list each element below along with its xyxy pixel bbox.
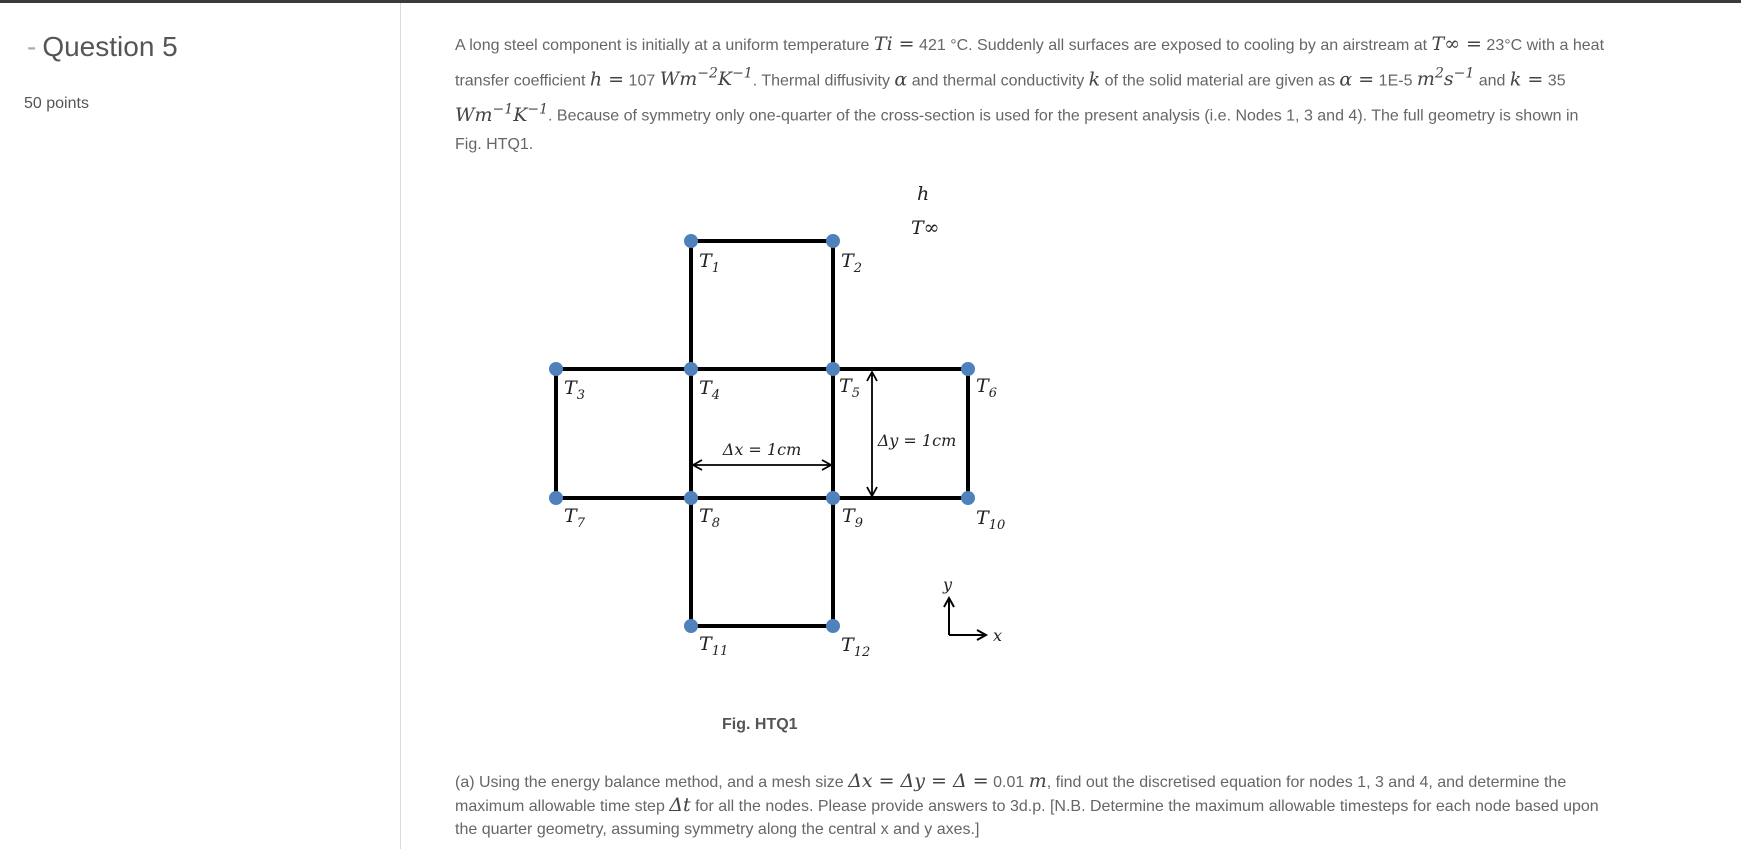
dy-label: Δy = 1cm (877, 431, 957, 450)
node-label-t1: $T_1$ (699, 250, 720, 276)
node-label-t11: $T_{11}$ (699, 633, 729, 659)
node-label-t10: $T_{10}$ (976, 507, 1006, 533)
part-a-question: (a) Using the energy balance method, and a mesh size Δx = Δy = Δ = 0.01 m, find out the discretised equation for nodes 1, 3 and 4, and determine the maximum allowable time step Δt for all the nodes. Please provide answers to 3d.p. [N.B. Determine the maximum allowable timesteps for each node based upon the quarter geometry, assuming symmetry along the central x and y axes.] (455, 770, 1599, 838)
question-sidebar (0, 3, 401, 849)
node-label-t6: $T_6$ (976, 375, 997, 401)
h-label: h (917, 183, 930, 205)
node-label-t7: $T_7$ (564, 505, 585, 531)
node-t10 (961, 491, 975, 505)
figure-htq1 (520, 170, 1040, 680)
node-t2 (826, 234, 840, 248)
node-t6 (961, 362, 975, 376)
problem-statement: A long steel component is initially at a uniform temperature Ti = 421 °C. Suddenly all surfaces are exposed to cooling by an airstream at T∞ = 23°C with a heat transfer coefficient h = 107 $Wm^{-2}K^{-1}$. Thermal diffusivity α and thermal conductivity k of the solid material are given as α = 1E-5 $m^2s^{-1}$ and k = 35 $Wm^{-1}K^{-1}$. Because of symmetry only one-quarter of the cross-section is used for the present analysis (i.e. Nodes 1, 3 and 4). The full geometry is shown in Fig. HTQ1. (455, 33, 1605, 153)
figure-caption: Fig. HTQ1 (722, 716, 798, 733)
node-t7 (549, 491, 563, 505)
node-label-t4: $T_4$ (699, 377, 720, 403)
node-t8 (684, 491, 698, 505)
question-title: Question 5 (42, 31, 178, 62)
dy-arrow (867, 372, 877, 496)
dx-label: Δx = 1cm (722, 440, 802, 459)
question-header (27, 31, 178, 63)
dx-arrow (693, 460, 831, 470)
node-label-t12: $T_{12}$ (841, 634, 871, 660)
node-label-t8: $T_8$ (699, 505, 720, 531)
collapse-dash-icon[interactable]: - (27, 31, 37, 62)
question-points: 50 points (24, 95, 89, 112)
node-t4 (684, 362, 698, 376)
node-label-t2: $T_2$ (841, 250, 862, 276)
node-t11 (684, 619, 698, 633)
node-t1 (684, 234, 698, 248)
node-t9 (826, 491, 840, 505)
axis-indicator (944, 598, 986, 640)
axis-y-label: y (943, 575, 953, 594)
node-label-t5: $T_5$ (839, 375, 860, 401)
node-label-t9: $T_9$ (842, 505, 863, 531)
axis-x-label: x (993, 626, 1003, 645)
node-label-t3: $T_3$ (564, 377, 585, 403)
node-t12 (826, 619, 840, 633)
node-t5 (826, 362, 840, 376)
node-t3 (549, 362, 563, 376)
t-infinity-label: T∞ (911, 217, 940, 239)
